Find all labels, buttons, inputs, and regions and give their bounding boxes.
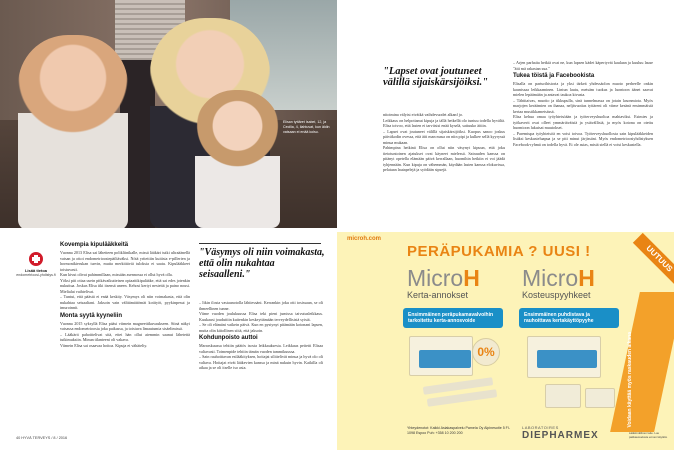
brand-logo: MicroH — [522, 265, 595, 291]
ad-distributor: Yhteydenotot: Kaikki Asiakaspalvelu Pamela Oy Alpinesotie 5 FI-1098 Espoo Puh: +358 10 200 200 — [407, 426, 511, 435]
info-tip-link[interactable]: endometrioosi-yhdistys.fi — [16, 273, 56, 277]
left-column-2 — [199, 300, 323, 371]
paragraph: Viime vuoden joulukuussa Elisa teki pieni jumissa taivutusleikkaus. Kuukausi jouduttiin kuitenkin keskeyttämään terveydellisistä syistä. — [199, 311, 323, 322]
brand-logo: MicroH — [407, 265, 480, 291]
info-tip-title: Lisää tietoa — [24, 268, 47, 273]
paragraph: – Tuntui, että päästä ei enää keskity. Väsymys oli niin voimakasta, että olin nukahtaa seisaaltani. Jaksoin vain välttämättömät kotityöt, pyykinpesut ja imuroinnit. — [60, 294, 190, 310]
subheading: Kovempia kipulääkkeitä — [60, 242, 129, 248]
brand-kosteus — [522, 266, 595, 300]
left-column-1 — [60, 240, 190, 348]
laboratoires-logo: LABORATOIRES DIEPHARMEX — [522, 425, 599, 441]
ad-smallprint: Lääkinnällinen laite. Lue pakkausseloste ennen käyttöä. — [629, 431, 668, 439]
paragraph: Marraskuussa tehtiin päätös isosta leikkauksesta. Leikkaus peitetti Elisaa valtavasti. Toimenpide tehtiin tämän vuoden tammikuussa. — [199, 343, 323, 354]
brand-kerta — [407, 266, 480, 300]
ad-new-ribbon: UUTUUS — [633, 233, 674, 285]
subheading: Monta syytä kyyneliin — [60, 312, 123, 319]
wipe-sachet — [585, 388, 615, 408]
paragraph: – Lapset ovat joutuneet välillä sijaiskärsijöiksi. Kuopus sanoo joskus päiväkodin ovessa, että äiti man masa on niin pipi ja kulkee sellä kyyryssä minua mukaan. — [383, 128, 505, 145]
wipe-sachet — [545, 384, 581, 408]
paragraph: – Tähtitaivas, muotio ja tikkupulla, sinä tunnelmassa on jotain lasonmiota. Myös marjojen keräämien on ihanaa, neljävuotias tyttäreni oli viime kesänä ensimmäistä kertaa mustikkametsässä. — [513, 97, 653, 114]
product-box-stripe — [419, 350, 471, 368]
paragraph: – Lääkärit pahoittelivat sitä, ettei hän ollut aiemmin saanut lähetettä tutkimuksiin. Minun tilanteeni oli vakava. — [60, 331, 190, 342]
microh-advertisement — [337, 232, 674, 450]
brand-blurb: Ensimmäinen puhdistava ja rauhoittava kertakäyttöpyyhe — [519, 308, 619, 328]
paragraph: – Paremiupa työyhteisöä en voisi toivoa. Työterveyshuollosta sain kipulääkkeiden lisäksi keskusteluapua ja se piti minut järjissäni. Myös endometrioosiyhdistyksen Facebook-ryhmä on todella hyvä. Et ole asias, mistä siellä ei voisi keskustella. — [513, 130, 653, 147]
paragraph: Vuonna 2015 syksyllä Elisa pääsi viimein magneettikuvaukseen. Siinä näkyi vatsassa endometrioosia joka paikassa, ja toistuva limautumia sisäelimissä. — [60, 320, 190, 331]
paragraph: Pahimpina hetkinä Elisa on ollut niin väsynyt kipuun, että joku tietotuntoinen ajatukset ovat käyneet mielessä. Sairauden kanssa on pitänyt opetella elämään päivä kerrallaan, huomihin hetkiin ei voi jäädä tyhjennään. Kun kipuja on vähemmän, käydään lasten kanssa elokuvissa, pelataan lautapelejä ja syödään sipsejä. — [383, 145, 505, 172]
family-photo — [0, 0, 337, 228]
paragraph: – Sain rauhoittavan esilääkityksen, hoitajat silittelivät minua ja hyvä olo oli valtava. Hoitajat eivät lääkevien kanssa ja minä nukuin hyvin. Kaikilla oli aikaa ja se oli itselle iso asia. — [199, 354, 323, 370]
ad-side-band — [610, 292, 674, 432]
paragraph: Vuonna 2013 Elisa sai lähetteen polikliinikalle, missä lääkäri tutki ultraäänellä vatsan ja ottoi endometrioosiepäiltäväksi. Nötä yritettiin kuitista e-pillerien ja hormonikierukan turvin, mutta merkittäviä tuloksia ei saatu. Kipulääkkeet toistuvasti. — [60, 250, 190, 272]
paragraph: Leikkaus on helpottanut kipuja ja tällä hetkellä olo tuntuu todella hyvältä. Elisa toivoo, että lasten ei tarvitsisi enää kyselä, sattuuko äitiin. — [383, 117, 505, 128]
zero-percent-badge: 0% — [472, 338, 500, 366]
paragraph: nitoimina välyist eivätkä vaihdevuodet alkanf jo. — [383, 112, 464, 117]
right-column-1 — [383, 112, 505, 173]
paragraph: – Arjen parhaita hetkiä ovat ne, kun lapsen kädet käpertyvät kaulaan ja kuuluu lause "äiti mä rakastan sua." — [513, 60, 653, 71]
product-box-stripe — [537, 350, 597, 368]
subheading: Kohdunpoisto auttoi — [199, 335, 258, 341]
paragraph: Elisa kehua omaa työyhteisöään ja työterveyshuoltoa mahtaviksi. Esimies ja työkaverit ovat olleet ymmärtäväisiä ja ystävällisiä, ja myös kotona on otettu huomioon lukuisat muutokset. — [513, 114, 653, 130]
ad-url[interactable]: microh.com — [347, 236, 382, 242]
red-cross-icon — [29, 252, 43, 266]
pull-quote: "Lapset ovat joutuneet välillä sijaiskärsijöiksi." — [383, 66, 489, 88]
paragraph: – Itkin ilosta vastaanotolla lähtiessäni. Kerrankin joku otti tosissaan, se oli ihmeellinen tunne. — [199, 300, 323, 311]
right-column-2 — [513, 60, 653, 147]
brand-blurb: Ensimmäinen peräpukamavalvoihin tarkoitettu kerta-annosvoide — [403, 308, 503, 328]
paragraph: Yöksi piti ottaa usein pitkävaikutteisen opiaattikipulääke, että sai edes jotenkin nukuttua. Joskus Elisa itki itsensä uneen. Kehosi kertyi nesteitä ja paino nousi. Mielialat vaihtelivat. — [60, 277, 190, 294]
pull-quote: "Väsymys oli niin voimakasta, että olin nukahtaa seisaalleni." — [199, 247, 325, 280]
photo-child — [195, 90, 280, 228]
photo-girl-left — [18, 35, 128, 228]
brand-subtitle: Kerta-annokset — [407, 290, 469, 300]
brand-subtitle: Kosteuspyyhkeet — [522, 290, 591, 300]
paragraph: – Se oli elämäni vaikein päivä. Kun en pystynyt pitämään kotonani lapsen, mutta olin kiitollinen siitä, että jaksoin. — [199, 322, 323, 333]
paragraph: Kun kivut olivat pahimmillaan, missään asennossa ei ollut hyvä olla. — [60, 272, 173, 277]
pull-quote-rule — [199, 243, 321, 244]
paragraph: Elisalla on parturihistoria ja yksi tärkeä yhdessäolon muoto perheelle onkin kaunissaa leikkaaminen. Lintun lautu, metsäm tuokus ja luontoon äänet saavat mielen lepäämään ja antavat taukoa kivusta. — [513, 81, 653, 97]
ad-band-text: Voidaan käyttää myös raskauden aikana — [627, 332, 634, 428]
page-footer: 40 HYVÄ TERVEYS / 8 / 2016 — [16, 436, 68, 440]
paragraph: Viimein Elisa sai osaavaa hoitoa. Kipuja ei vähätelty. — [60, 342, 148, 348]
ad-headline: PERÄPUKAMIA ? UUSI ! — [407, 243, 591, 260]
info-tip — [16, 252, 56, 278]
right-page — [337, 0, 674, 450]
photo-caption: Elisan tyttäret Isabel, 12, ja Cecilia, 4, ilahtuvat, kun äidin vatsaan ei enää koisu. — [283, 120, 330, 134]
subheading: Tukea töistä ja Facebookista — [513, 73, 595, 79]
